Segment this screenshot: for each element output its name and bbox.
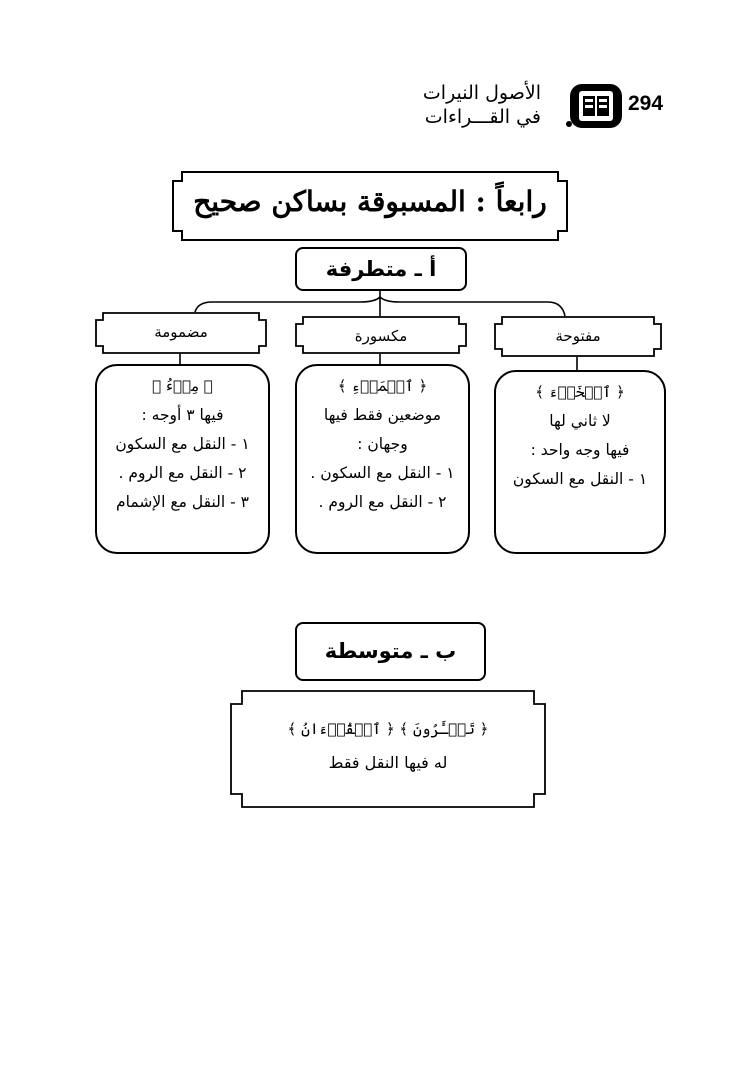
- category-label: مفتوحة: [555, 327, 601, 345]
- card-line: لا ثاني لها: [549, 412, 611, 430]
- card-line: ٢ - النقل مع الروم .: [118, 464, 247, 482]
- book-title-line1: الأصول النيرات: [422, 82, 541, 104]
- section-a-heading: أ ـ متطرفة: [295, 247, 467, 291]
- card-line: ٣ - النقل مع الإشمام: [116, 493, 249, 511]
- page-number: 294: [628, 92, 664, 115]
- category-label: مضمومة: [154, 323, 208, 341]
- main-heading: رابعاً : المسبوقة بساكن صحيح: [193, 185, 547, 218]
- category-card-maftuha: [494, 370, 666, 554]
- card-line: ١ - النقل مع السكون .: [310, 464, 455, 482]
- category-card-madmuma: [95, 364, 270, 554]
- section-b-heading: ب ـ متوسطة: [295, 622, 486, 681]
- book-title-line2: في القـــراءات: [424, 106, 541, 128]
- quran-example: ﴿ ٱلۡمَرۡءِ ﴾: [337, 377, 428, 395]
- quran-example: ﴿ ٱلۡخَبۡءَ ﴾: [535, 383, 625, 401]
- card-line: فيها وجه واحد :: [530, 441, 630, 459]
- quran-example: ﴿ تَجۡـَٔرُونَ ﴾ ﴿ ٱلۡقُرۡءَانُ ﴾: [287, 720, 489, 738]
- section-b-note: له فيها النقل فقط: [328, 753, 448, 772]
- category-card-maksura: [295, 364, 470, 554]
- category-label-maksura: [295, 316, 467, 354]
- card-line: موضعين فقط فيها: [323, 406, 442, 424]
- quran-example: ﴿ مِلۡءُ ﴾: [152, 377, 213, 395]
- category-label-madmuma: [95, 312, 267, 354]
- section-b-box: [230, 690, 546, 808]
- card-line: ٢ - النقل مع الروم .: [318, 493, 447, 511]
- card-line: فيها ٣ أوجه :: [141, 406, 224, 424]
- category-label: مكسورة: [354, 327, 408, 345]
- category-label-maftuha: [494, 316, 662, 357]
- card-line: ١ - النقل مع السكون: [115, 435, 250, 453]
- card-line: ١ - النقل مع السكون: [512, 470, 648, 488]
- card-line: وجهان :: [357, 435, 408, 453]
